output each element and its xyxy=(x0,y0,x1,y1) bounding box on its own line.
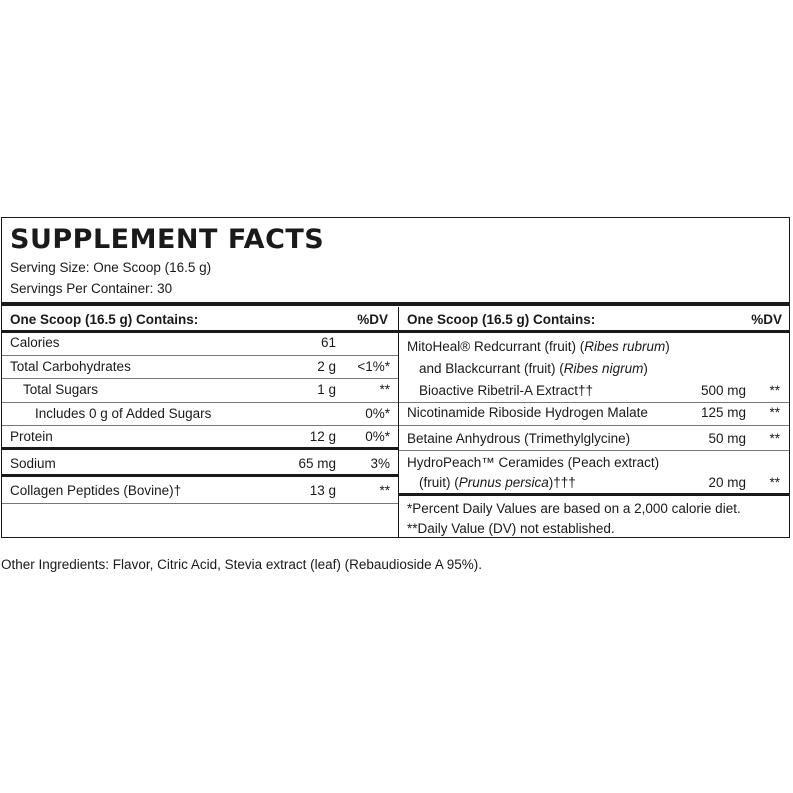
nutrient-amount: 2 g xyxy=(317,359,336,374)
right-header: One Scoop (16.5 g) Contains: xyxy=(407,312,596,327)
nutrient-dv: <1%* xyxy=(357,359,390,374)
ingredient-dv: ** xyxy=(769,475,780,490)
serving-size: Serving Size: One Scoop (16.5 g) xyxy=(10,260,212,275)
supplement-facts-panel xyxy=(1,217,790,538)
left-header-rule xyxy=(2,330,398,333)
nutrient-amount: 1 g xyxy=(317,382,336,397)
ingredient-amount: 500 mg xyxy=(700,383,746,398)
nutrient-name: Protein xyxy=(10,429,53,444)
servings-per-container: Servings Per Container: 30 xyxy=(10,281,173,296)
thick-row-divider xyxy=(2,447,398,450)
nutrient-dv: 0%* xyxy=(365,429,390,444)
other-ingredients: Other Ingredients: Flavor, Citric Acid, Stevia extract (leaf) (Rebaudioside A 95%). xyxy=(1,557,482,572)
right-header-rule xyxy=(399,330,789,333)
nutrient-amount: 13 g xyxy=(309,483,336,498)
ingredient-amount: 125 mg xyxy=(700,405,746,420)
row-divider xyxy=(2,425,398,426)
row-divider xyxy=(399,402,789,403)
left-dv-header: %DV xyxy=(357,312,388,327)
ingredient-line: HydroPeach™ Ceramides (Peach extract) xyxy=(407,455,660,470)
nutrient-amount: 12 g xyxy=(309,429,336,444)
nutrient-dv: 3% xyxy=(370,456,390,471)
ingredient-name: Nicotinamide Riboside Hydrogen Malate xyxy=(407,405,648,420)
ingredient-dv: ** xyxy=(769,405,780,420)
right-dv-header: %DV xyxy=(751,312,782,327)
row-divider xyxy=(399,425,789,426)
column-divider xyxy=(398,307,399,537)
nutrient-name: Collagen Peptides (Bovine)† xyxy=(10,483,182,498)
left-header: One Scoop (16.5 g) Contains: xyxy=(10,312,199,327)
nutrient-name: Total Sugars xyxy=(23,382,99,397)
nutrient-name: Calories xyxy=(10,335,60,350)
ingredient-dv: ** xyxy=(769,431,780,446)
ingredient-line: MitoHeal® Redcurrant (fruit) (Ribes rubrum) xyxy=(407,339,670,354)
ingredient-amount: 50 mg xyxy=(708,431,746,446)
nutrient-dv: 0%* xyxy=(365,406,390,421)
nutrient-amount: 61 xyxy=(320,335,336,350)
footnote-percent-dv: *Percent Daily Values are based on a 2,000 calorie diet. xyxy=(407,501,741,516)
ingredient-line: (fruit) (Prunus persica)††† xyxy=(419,475,576,490)
row-divider xyxy=(2,355,398,356)
row-divider xyxy=(2,402,398,403)
ingredient-line: Bioactive Ribetril-A Extract†† xyxy=(419,383,594,398)
thick-row-divider xyxy=(2,474,398,477)
nutrient-name: Includes 0 g of Added Sugars xyxy=(35,406,212,421)
row-divider xyxy=(2,378,398,379)
nutrient-name: Total Carbohydrates xyxy=(10,359,131,374)
nutrient-dv: ** xyxy=(379,382,390,397)
ingredient-line: and Blackcurrant (fruit) (Ribes nigrum) xyxy=(419,361,648,376)
thick-divider xyxy=(2,302,789,306)
ingredient-amount: 20 mg xyxy=(708,475,746,490)
thick-row-divider xyxy=(399,493,789,496)
nutrient-amount: 65 mg xyxy=(298,456,336,471)
nutrient-dv: ** xyxy=(379,483,390,498)
row-divider xyxy=(399,450,789,451)
ingredient-name: Betaine Anhydrous (Trimethylglycine) xyxy=(407,431,631,446)
footnote-dv-not-established: **Daily Value (DV) not established. xyxy=(407,521,615,536)
panel-title: SUPPLEMENT FACTS xyxy=(10,224,325,255)
ingredient-dv: ** xyxy=(769,383,780,398)
nutrient-name: Sodium xyxy=(10,456,56,471)
row-divider xyxy=(2,503,398,504)
